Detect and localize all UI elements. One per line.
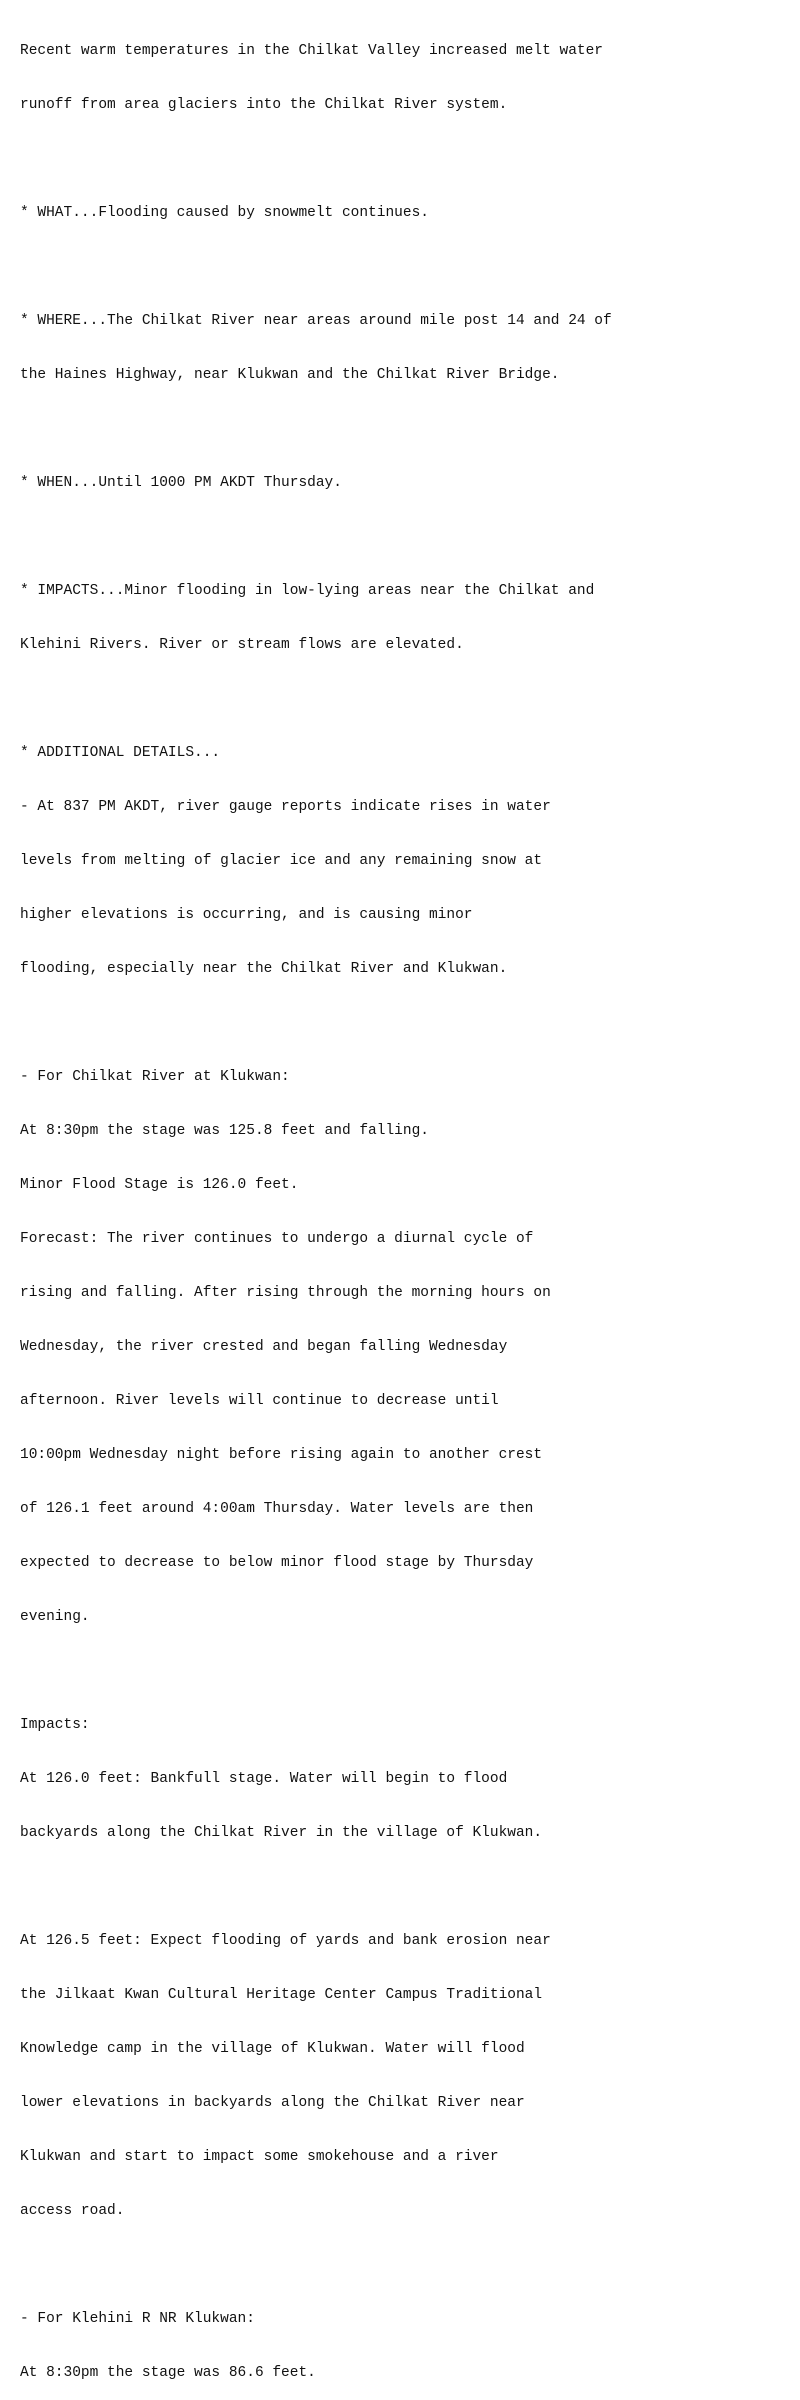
blank-line bbox=[20, 420, 790, 438]
text-line: Klukwan and start to impact some smokehouse and a river bbox=[20, 2149, 499, 2165]
text-line: the Jilkaat Kwan Cultural Heritage Center Campus Traditional bbox=[20, 1987, 543, 2003]
chilkat-river-heading: - For Chilkat River at Klukwan: bbox=[20, 1069, 290, 1085]
when-line: * WHEN...Until 1000 PM AKDT Thursday. bbox=[20, 475, 342, 491]
text-line: Recent warm temperatures in the Chilkat Valley increased melt water bbox=[20, 43, 603, 59]
text-line: Knowledge camp in the village of Klukwan. Water will flood bbox=[20, 2041, 525, 2057]
text-line: levels from melting of glacier ice and any remaining snow at bbox=[20, 853, 543, 869]
text-line: Minor Flood Stage is 126.0 feet. bbox=[20, 1177, 299, 1193]
impacts-line: * IMPACTS...Minor flooding in low-lying areas near the Chilkat and bbox=[20, 583, 595, 599]
text-line: of 126.1 feet around 4:00am Thursday. Water levels are then bbox=[20, 1501, 534, 1517]
blank-line bbox=[20, 2256, 790, 2274]
text-line: Klehini Rivers. River or stream flows are elevated. bbox=[20, 637, 464, 653]
forecast-line: Forecast: The river continues to undergo a diurnal cycle of bbox=[20, 1231, 534, 1247]
text-line: - At 837 PM AKDT, river gauge reports indicate rises in water bbox=[20, 799, 551, 815]
text-line: higher elevations is occurring, and is causing minor bbox=[20, 907, 473, 923]
text-line: At 8:30pm the stage was 125.8 feet and falling. bbox=[20, 1123, 429, 1139]
what-line: * WHAT...Flooding caused by snowmelt continues. bbox=[20, 205, 429, 221]
where-line: * WHERE...The Chilkat River near areas around mile post 14 and 24 of bbox=[20, 313, 612, 329]
klehini-river-heading: - For Klehini R NR Klukwan: bbox=[20, 2311, 255, 2327]
blank-line bbox=[20, 1014, 790, 1032]
impacts-heading: Impacts: bbox=[20, 1717, 90, 1733]
text-line: afternoon. River levels will continue to decrease until bbox=[20, 1393, 499, 1409]
text-line: access road. bbox=[20, 2203, 125, 2219]
text-line: flooding, especially near the Chilkat River and Klukwan. bbox=[20, 961, 508, 977]
text-line: Wednesday, the river crested and began falling Wednesday bbox=[20, 1339, 508, 1355]
blank-line bbox=[20, 528, 790, 546]
text-line: At 8:30pm the stage was 86.6 feet. bbox=[20, 2365, 316, 2381]
blank-line bbox=[20, 1662, 790, 1680]
text-line: At 126.0 feet: Bankfull stage. Water will begin to flood bbox=[20, 1771, 508, 1787]
flood-statement-text bbox=[20, 6, 790, 2400]
blank-line bbox=[20, 690, 790, 708]
additional-details-heading: * ADDITIONAL DETAILS... bbox=[20, 745, 221, 761]
text-line: rising and falling. After rising through the morning hours on bbox=[20, 1285, 551, 1301]
text-line: 10:00pm Wednesday night before rising again to another crest bbox=[20, 1447, 543, 1463]
blank-line bbox=[20, 150, 790, 168]
text-line: lower elevations in backyards along the Chilkat River near bbox=[20, 2095, 525, 2111]
text-line: the Haines Highway, near Klukwan and the Chilkat River Bridge. bbox=[20, 367, 560, 383]
text-line: runoff from area glaciers into the Chilkat River system. bbox=[20, 97, 508, 113]
text-line: backyards along the Chilkat River in the village of Klukwan. bbox=[20, 1825, 543, 1841]
text-line: expected to decrease to below minor flood stage by Thursday bbox=[20, 1555, 534, 1571]
blank-line bbox=[20, 258, 790, 276]
text-line: evening. bbox=[20, 1609, 90, 1625]
text-line: At 126.5 feet: Expect flooding of yards and bank erosion near bbox=[20, 1933, 551, 1949]
blank-line bbox=[20, 1878, 790, 1896]
